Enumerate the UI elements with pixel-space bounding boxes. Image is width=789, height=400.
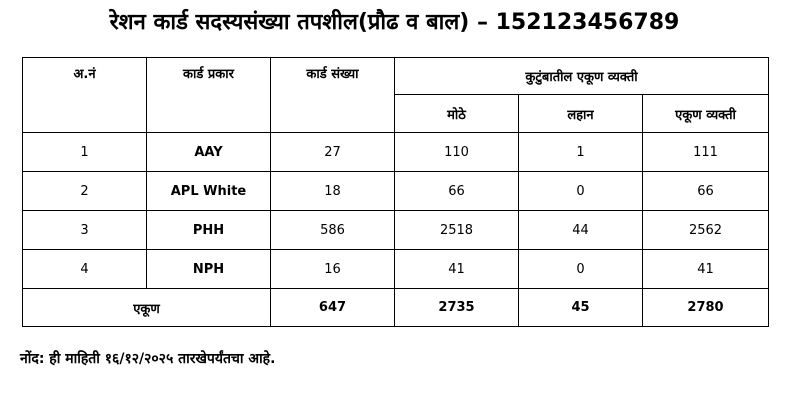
header-card-count: कार्ड संख्या xyxy=(271,58,395,133)
cell-total-persons: 41 xyxy=(643,250,769,289)
table-total-row xyxy=(23,289,769,327)
cell-serial: 1 xyxy=(23,133,147,172)
cell-card-type: APL White xyxy=(147,172,271,211)
cell-total-persons: 111 xyxy=(643,133,769,172)
footnote: नोंद: ही माहिती १६/१२/२०२५ तारखेपर्यंतचा आहे. xyxy=(20,351,276,367)
cell-adults: 41 xyxy=(395,250,519,289)
header-family-total: कुटुंबातील एकूण व्यक्ती xyxy=(395,58,769,95)
cell-card-count: 586 xyxy=(271,211,395,250)
cell-card-type: NPH xyxy=(147,250,271,289)
page-title: रेशन कार्ड सदस्यसंख्या तपशील(प्रौढ व बाल) – 152123456789 xyxy=(109,10,680,35)
table-row xyxy=(23,172,769,211)
header-serial: अ.नं xyxy=(23,58,147,133)
cell-total-persons: 66 xyxy=(643,172,769,211)
total-persons: 2780 xyxy=(643,289,769,327)
cell-serial: 2 xyxy=(23,172,147,211)
cell-card-type: AAY xyxy=(147,133,271,172)
total-adults: 2735 xyxy=(395,289,519,327)
cell-card-count: 27 xyxy=(271,133,395,172)
cell-total-persons: 2562 xyxy=(643,211,769,250)
cell-children: 0 xyxy=(519,172,643,211)
table-row xyxy=(23,133,769,172)
cell-serial: 4 xyxy=(23,250,147,289)
table-row xyxy=(23,250,769,289)
total-label: एकूण xyxy=(23,289,271,327)
cell-card-type: PHH xyxy=(147,211,271,250)
cell-children: 44 xyxy=(519,211,643,250)
header-adults: मोठे xyxy=(395,95,519,133)
cell-serial: 3 xyxy=(23,211,147,250)
header-card-type: कार्ड प्रकार xyxy=(147,58,271,133)
cell-adults: 110 xyxy=(395,133,519,172)
cell-children: 1 xyxy=(519,133,643,172)
cell-card-count: 16 xyxy=(271,250,395,289)
header-children: लहान xyxy=(519,95,643,133)
table-row xyxy=(23,211,769,250)
cell-adults: 66 xyxy=(395,172,519,211)
total-children: 45 xyxy=(519,289,643,327)
header-total-persons: एकूण व्यक्ती xyxy=(643,95,769,133)
cell-adults: 2518 xyxy=(395,211,519,250)
cell-children: 0 xyxy=(519,250,643,289)
ration-card-table xyxy=(22,57,769,327)
total-card-count: 647 xyxy=(271,289,395,327)
cell-card-count: 18 xyxy=(271,172,395,211)
table-header-row xyxy=(23,58,769,95)
